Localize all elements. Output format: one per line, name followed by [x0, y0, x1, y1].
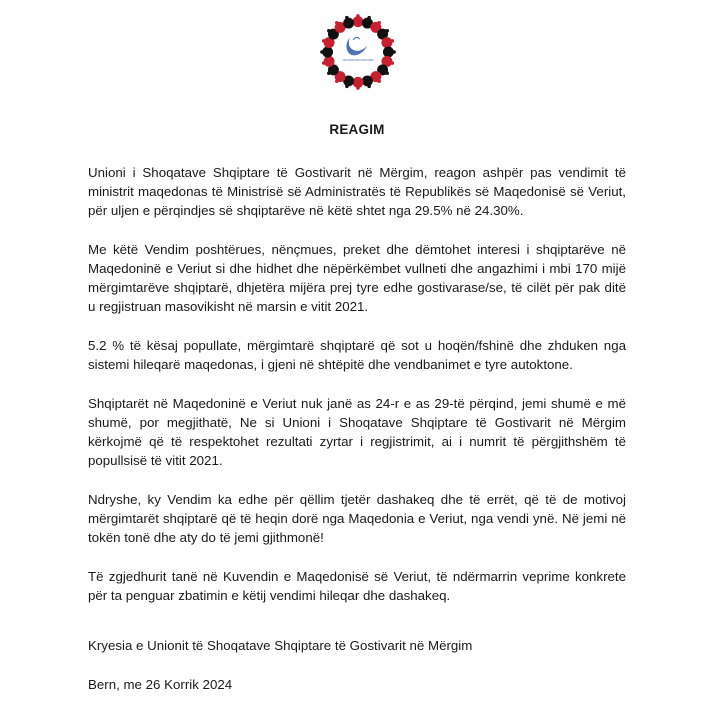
logo-ring-figure-head	[391, 61, 394, 64]
organization-logo	[320, 14, 396, 90]
place-date-line: Bern, me 26 Korrik 2024	[88, 677, 233, 692]
logo-ring-figure	[381, 37, 392, 48]
logo-ring-figure	[353, 16, 364, 27]
logo-ring-figure	[353, 77, 364, 88]
document-body	[88, 163, 626, 625]
logo-inner-text	[343, 59, 373, 62]
logo-ring-figure-head	[385, 29, 388, 32]
logo-ring-figure-head	[327, 29, 330, 32]
logo-ring-figure	[324, 56, 335, 67]
logo-ring-figure	[362, 75, 373, 86]
logo-ring-figure-head	[356, 14, 359, 17]
logo-ring-figure-head	[367, 85, 370, 88]
paragraph-3: 5.2 % të kësaj popullate, mërgimtarë shqiptarë që sot u hoqën/fshinë dhe zhduken nga sistemi hileqarë maqedonas, i gjeni në shtëpitë dhe vendbanimet e tyre autoktone.	[88, 338, 626, 372]
paragraph-6: Të zgjedhurit tanë në Kuvendin e Maqedonisë së Veriut, të ndërmarrin veprime konkrete për ta penguar zbatimin e këtij vendimi hileqar dhe dashakeq.	[88, 569, 626, 603]
paragraph-2: Me këtë Vendim poshtërues, nënçmues, preket dhe dëmtohet interesi i shqiptarëve në Maqedoninë e Veriut si dhe hidhet dhe nëpërkëmbet vullneti dhe angazhimi i mbi 170 mijë mërgimtarëve shqiptarë, dhjetëra mijëra prej tyre edhe gostivarase/se, të cilët për pak ditë u regjistruan masovikisht në marsin e vitit 2021.	[88, 242, 626, 314]
logo-ring-figure-head	[367, 16, 370, 19]
logo-ring-figure-head	[345, 85, 348, 88]
logo-ring-figure-head	[377, 79, 380, 82]
logo-ring-figure-head	[322, 39, 325, 42]
logo-ring-figure-head	[356, 86, 359, 89]
paragraph-5: Ndryshe, ky Vendim ka edhe për qëllim tjetër dashakeq dhe të errët, që të de motivoj mërgimtarët shqiptarë që të heqin dorë nga Maqedonia e Veriut, nga vendi ynë. Në jemi në tokën tonë dhe aty do të jemi gjithmonë!	[88, 492, 626, 545]
logo-ring-figure-head	[392, 50, 395, 53]
document-title: REAGIM	[329, 122, 385, 137]
logo-ring-figure-head	[335, 79, 338, 82]
logo-ring-figure-head	[320, 50, 323, 53]
logo-ring-figure-head	[327, 71, 330, 74]
organization-emblem-icon	[320, 14, 396, 90]
logo-ring-figure-head	[385, 71, 388, 74]
logo-ring-figure-head	[391, 39, 394, 42]
logo-ring-figure	[322, 47, 333, 58]
logo-ring-figure-head	[345, 16, 348, 19]
signature-line: Kryesia e Unionit të Shoqatave Shqiptare të Gostivarit në Mërgim	[88, 638, 473, 653]
logo-ring-figure-head	[335, 21, 338, 24]
logo-ring-figure-head	[322, 61, 325, 64]
logo-ring-figure	[383, 47, 394, 58]
paragraph-1: Unioni i Shoqatave Shqiptare të Gostivarit në Mërgim, reagon ashpër pas vendimit të ministrit maqedonas të Ministrisë së Administratës të Republikës së Maqedonisë së Veriut, për uljen e përqindjes së shqiptarëve në këtë shtet nga 29.5% në 24.30%.	[88, 165, 626, 218]
logo-ring-figure-head	[377, 21, 380, 24]
paragraph-4: Shqiptarët në Maqedoninë e Veriut nuk janë as 24-r e as 29-të përqind, jemi shumë e më shumë, por megjithatë, Ne si Unioni i Shoqatave Shqiptare të Gostivarit në Mërgim kërkojmë që të respektohet rezultati zyrtar i regjistrimit, ai i numrit të përgjithshëm të popullsisë të vitit 2021.	[88, 396, 626, 468]
logo-ring-figure	[343, 18, 354, 29]
